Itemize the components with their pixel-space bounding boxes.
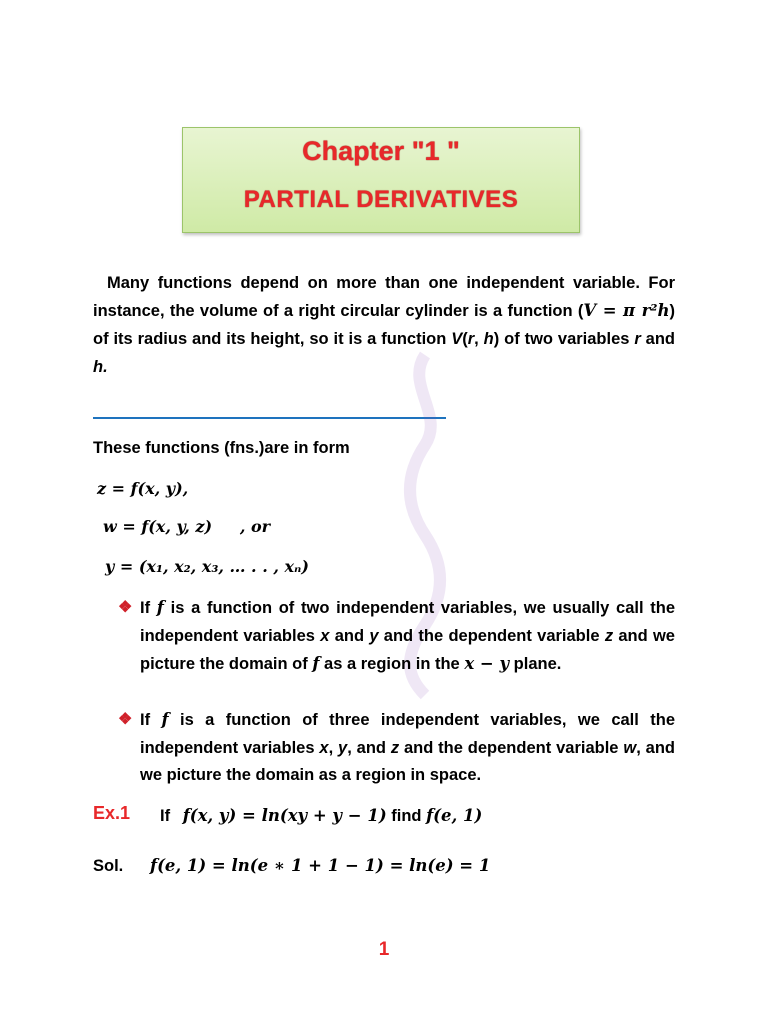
example-function: f(x, y) = ln(xy + y − 1) <box>182 806 387 825</box>
example-statement: If f(x, y) = ln(xy + y − 1) find f(e, 1) <box>160 806 483 825</box>
chapter-title-box <box>182 127 580 233</box>
example-label: Ex.1 <box>93 803 131 823</box>
solution-label: Sol. <box>93 857 124 875</box>
intro-paragraph: Many functions depend on more than one independent variable. For instance, the volume of a right circular cylinder is a function (V = π r²h) of its radius and its height, so it is a function V(r, h) of two variables r and h. <box>93 274 675 376</box>
section-divider <box>93 417 446 419</box>
equation-three-var: w = f(x, y, z) , or <box>103 517 271 536</box>
diamond-bullet-icon: ❖ <box>118 599 133 616</box>
diamond-bullet-icon: ❖ <box>118 711 133 728</box>
chapter-title: PARTIAL DERIVATIVES <box>243 186 519 213</box>
solution-expression: f(e, 1) = ln(e ∗ 1 + 1 − 1) = ln(e) = 1 <box>150 856 491 875</box>
forms-heading: These functions (fns.)are in form <box>93 439 350 457</box>
bullet-three-variables: ❖ If f is a function of three independent variables, we call the independent variables x, y, and z and the dependent variable w, and we picture the domain as a region in space. <box>118 706 675 790</box>
chapter-number: Chapter "1 " <box>302 136 460 166</box>
page-number: 1 <box>378 939 390 960</box>
bullet-two-variables: ❖ If f is a function of two independent variables, we usually call the independent variables x and y and the dependent variable z and we picture the domain of f as a region in the x − y plane. <box>118 594 675 679</box>
cylinder-volume-formula: V = π r²h <box>583 301 670 320</box>
equation-n-var: y = (x₁, x₂, x₃, … . . , xₙ) <box>105 557 309 576</box>
equation-two-var: z = f(x, y), <box>97 479 189 498</box>
example-target: f(e, 1) <box>426 806 483 825</box>
